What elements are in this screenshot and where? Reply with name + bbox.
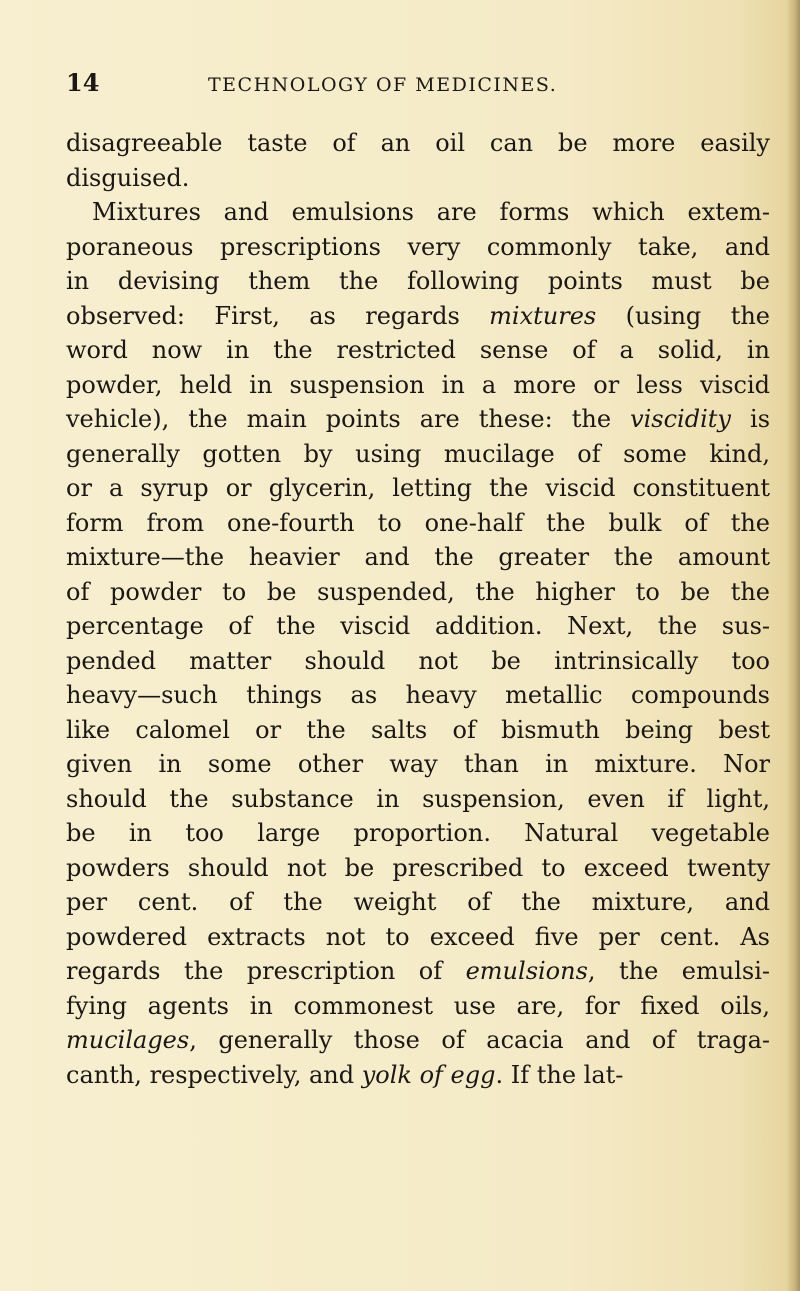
text-run: powdered extracts not to exceed five per cent. As bbox=[66, 922, 770, 951]
text-line bbox=[66, 368, 770, 403]
text-line bbox=[66, 195, 770, 230]
page-number: 14 bbox=[66, 68, 100, 97]
text-line bbox=[66, 575, 770, 610]
text-run: word now in the restricted sense of a solid, in bbox=[66, 336, 770, 364]
text-run: pended matter should not be intrinsically too bbox=[66, 646, 770, 675]
text-line bbox=[66, 885, 770, 920]
text-run: poraneous prescriptions very commonly take, and bbox=[66, 232, 770, 261]
text-line bbox=[66, 471, 770, 506]
text-line bbox=[66, 1058, 770, 1093]
text-line bbox=[66, 609, 770, 644]
text-run: canth, respectively, and bbox=[66, 1060, 362, 1089]
text-run: of powder to be suspended, the higher to be the bbox=[66, 577, 770, 606]
text-run: form from one-fourth to one-half the bulk of the bbox=[66, 508, 770, 537]
text-run: like calomel or the salts of bismuth being best bbox=[66, 715, 770, 744]
text-run: generally gotten by using mucilage of some kind, bbox=[66, 439, 770, 468]
text-run: powder, held in suspension in a more or less viscid bbox=[66, 370, 770, 399]
text-line bbox=[66, 989, 770, 1024]
text-run: percentage of the viscid addition. Next, the sus- bbox=[66, 612, 770, 640]
text-line bbox=[66, 540, 770, 575]
text-line bbox=[66, 1023, 770, 1058]
text-run: is bbox=[730, 405, 771, 433]
text-line bbox=[66, 161, 770, 196]
text-line bbox=[66, 678, 770, 713]
italic-term: emulsions bbox=[465, 957, 588, 985]
text-line bbox=[66, 851, 770, 886]
text-run: disguised. bbox=[66, 163, 190, 192]
text-run: in devising them the following points must be bbox=[66, 267, 770, 295]
text-line bbox=[66, 816, 770, 851]
running-head: TECHNOLOGY OF MEDICINES. bbox=[208, 74, 558, 96]
text-line bbox=[66, 920, 770, 955]
text-line bbox=[66, 402, 770, 437]
text-run: per cent. of the weight of the mixture, and bbox=[66, 888, 770, 916]
italic-term: mucilages bbox=[66, 1026, 190, 1054]
text-run: should the substance in suspension, even if light, bbox=[66, 784, 770, 813]
text-line bbox=[66, 644, 770, 679]
page-header bbox=[66, 68, 706, 100]
italic-term: viscidity bbox=[630, 405, 731, 433]
text-run: powders should not be prescribed to exceed twenty bbox=[66, 853, 770, 882]
text-run: fying agents in commonest use are, for fixed oils, bbox=[66, 991, 770, 1020]
text-line bbox=[66, 713, 770, 748]
text-run: regards the prescription of bbox=[66, 957, 466, 985]
italic-term: yolk of egg bbox=[361, 1060, 496, 1089]
text-run: . If the lat- bbox=[495, 1060, 624, 1089]
text-line bbox=[66, 299, 770, 334]
text-line bbox=[66, 747, 770, 782]
text-run: heavy—such things as heavy metallic compounds bbox=[66, 681, 770, 709]
text-run: disagreeable taste of an oil can be more easily bbox=[66, 129, 770, 157]
text-run: Mixtures and emulsions are forms which extem- bbox=[92, 198, 770, 226]
text-run: , generally those of acacia and of traga- bbox=[189, 1026, 770, 1054]
text-run: mixture—the heavier and the greater the amount bbox=[66, 543, 770, 571]
text-line bbox=[66, 333, 770, 368]
text-run: (using the bbox=[596, 301, 770, 330]
text-run: or a syrup or glycerin, letting the viscid constituent bbox=[66, 474, 770, 502]
text-run: vehicle), the main points are these: the bbox=[66, 405, 631, 433]
text-line bbox=[66, 954, 770, 989]
page-edge-shadow bbox=[786, 0, 800, 1291]
text-run: given in some other way than in mixture. Nor bbox=[66, 750, 770, 778]
text-line bbox=[66, 264, 770, 299]
text-run: be in too large proportion. Natural vegetable bbox=[66, 819, 770, 847]
body-text bbox=[66, 126, 770, 1092]
text-line bbox=[66, 230, 770, 265]
text-run: observed: First, as regards bbox=[66, 301, 490, 330]
italic-term: mixtures bbox=[489, 301, 597, 330]
text-line bbox=[66, 782, 770, 817]
text-line bbox=[66, 126, 770, 161]
text-line bbox=[66, 437, 770, 472]
text-run: , the emulsi- bbox=[587, 957, 770, 985]
text-line bbox=[66, 506, 770, 541]
